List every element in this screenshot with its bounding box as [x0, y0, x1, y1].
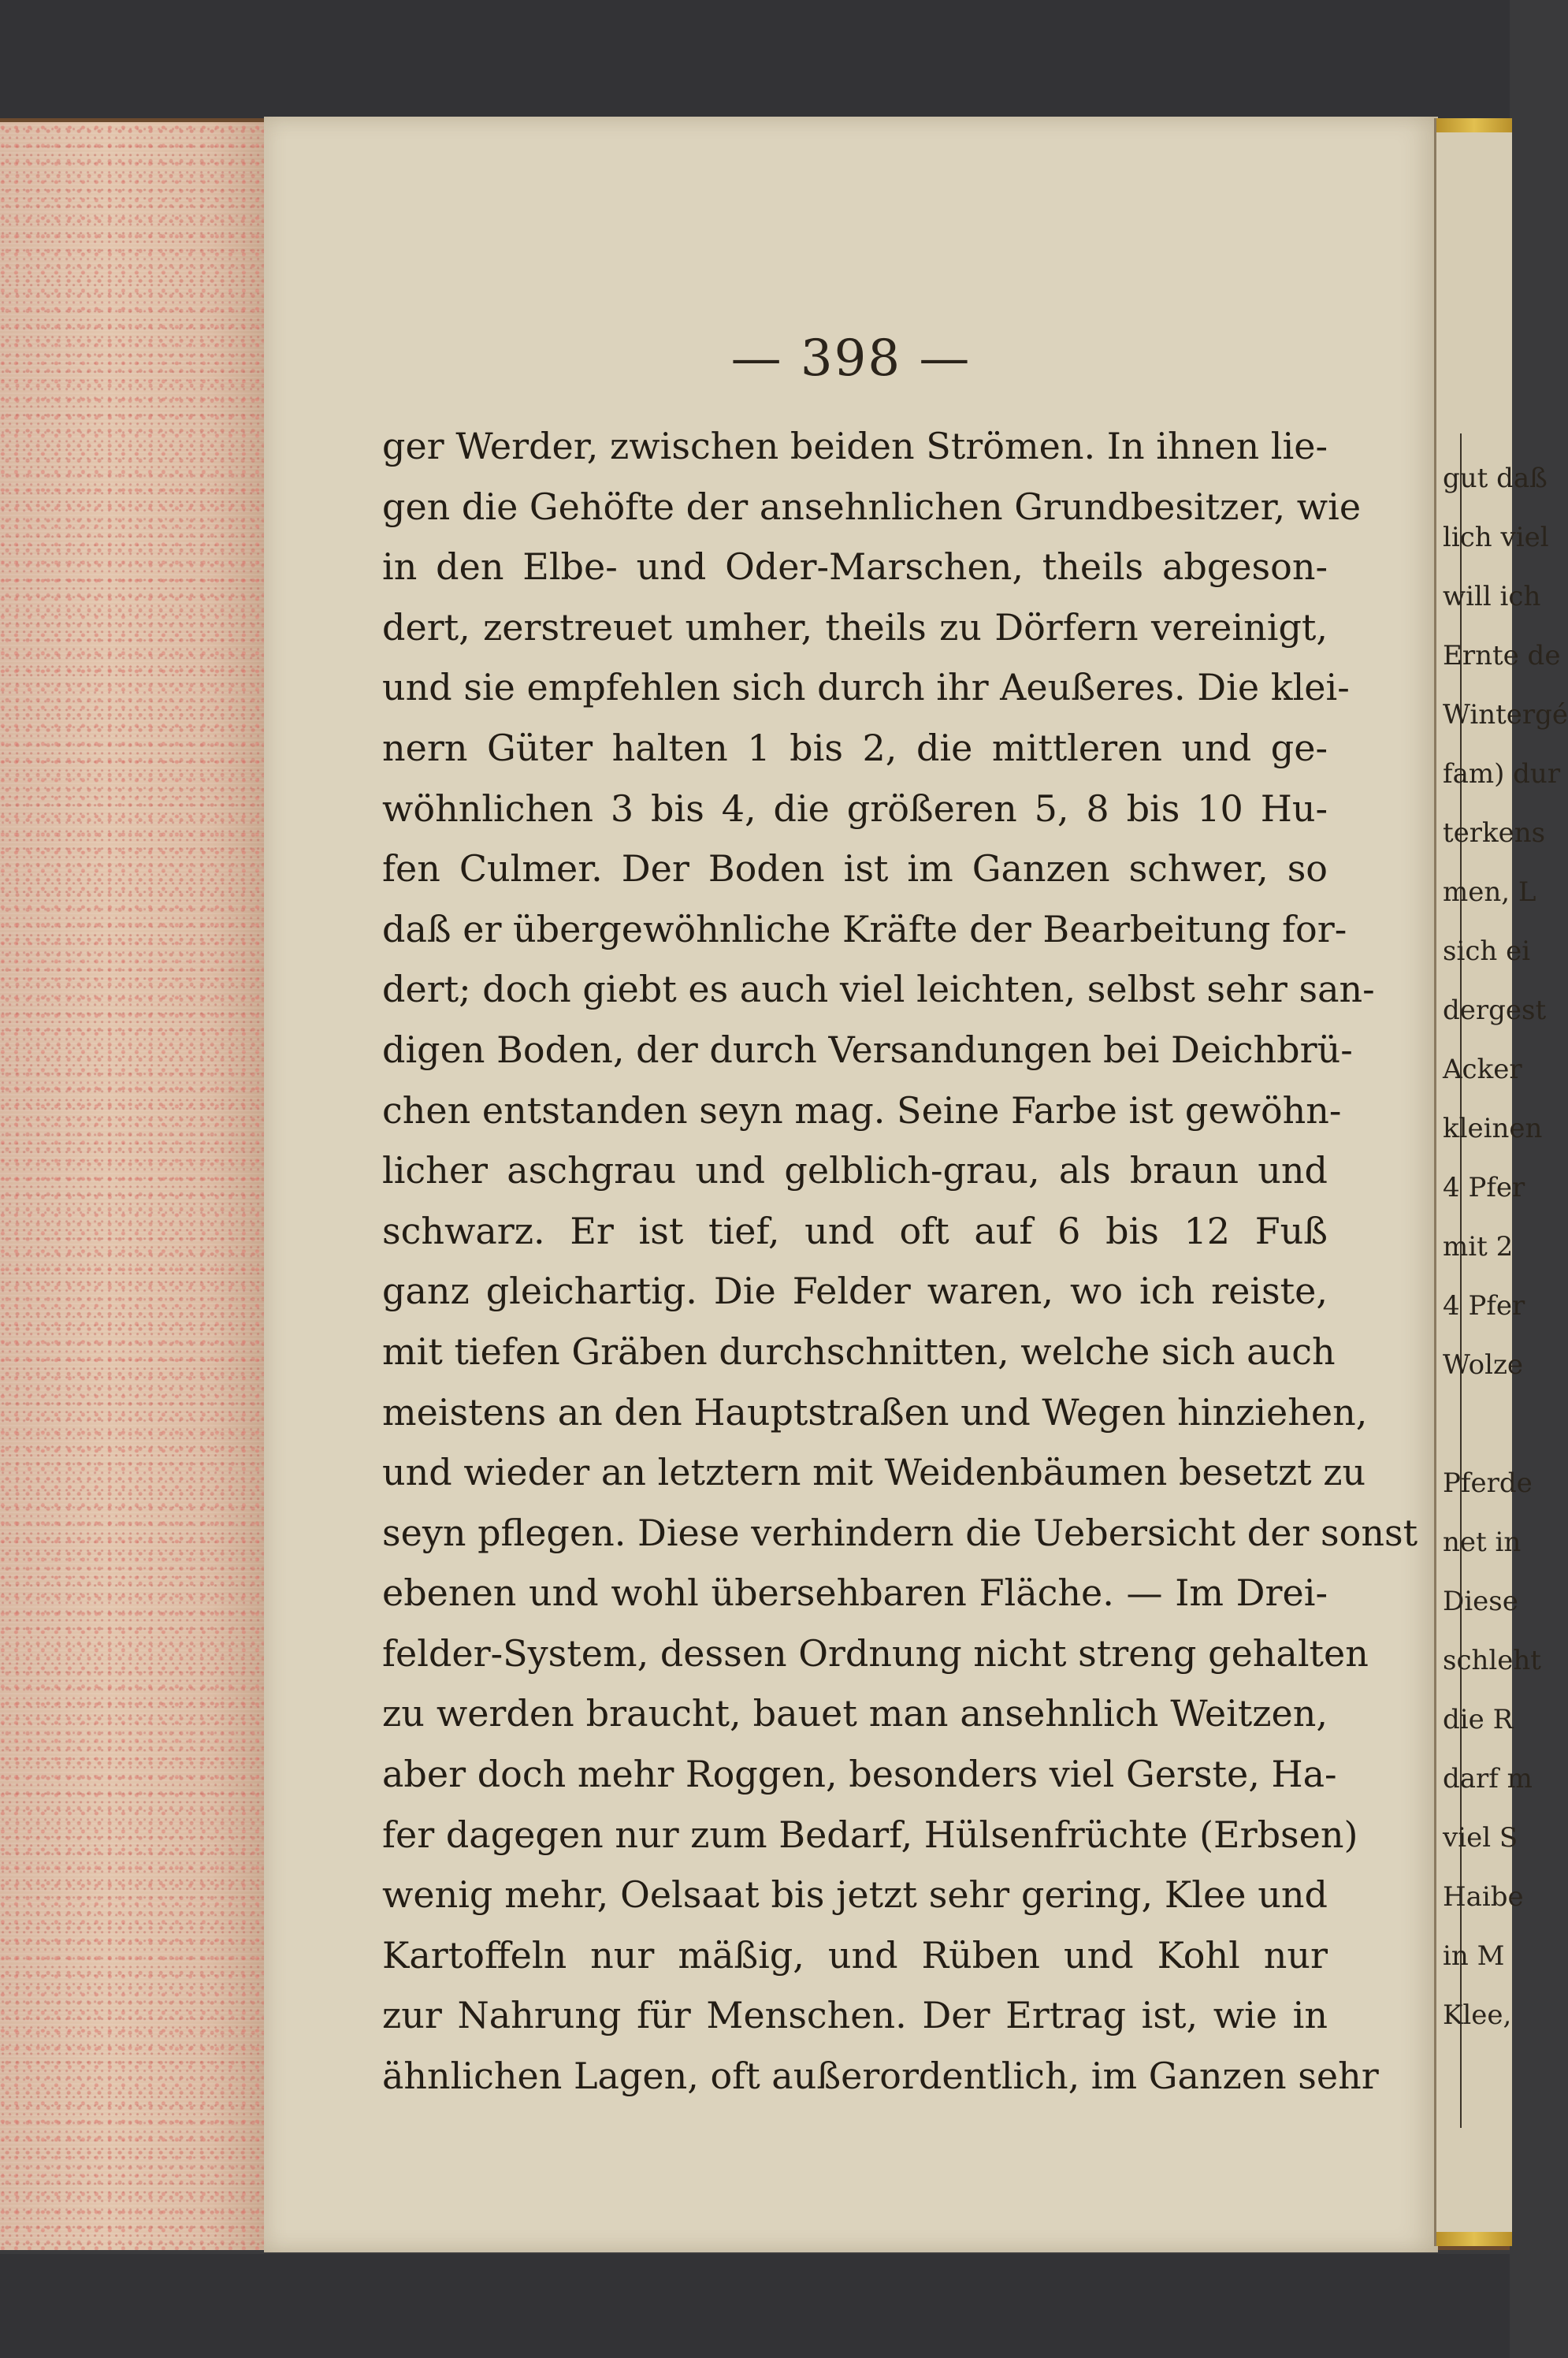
adjacent-page-fragment: die R — [1443, 1704, 1514, 1735]
text-line: fen Culmer. Der Boden ist im Ganzen schwer, so — [382, 847, 1328, 891]
adjacent-page-fragment: lich viel — [1443, 522, 1549, 553]
text-line: wöhnlichen 3 bis 4, die größeren 5, 8 bis 10 Hu- — [382, 787, 1328, 830]
backdrop-bottom — [0, 2254, 1510, 2358]
text-line: zu werden braucht, bauet man ansehnlich Weitzen, — [382, 1692, 1328, 1735]
page-text-block — [382, 416, 1418, 2107]
text-line: seyn pflegen. Diese verhindern die Uebersicht der sonst — [382, 1511, 1418, 1554]
adjacent-page-fragment: darf m — [1443, 1763, 1533, 1795]
text-line: nern Güter halten 1 bis 2, die mittleren und ge- — [382, 726, 1328, 769]
backdrop-top — [0, 0, 1510, 118]
adjacent-page-fragment: fam) dur — [1443, 758, 1561, 790]
text-line: zur Nahrung für Menschen. Der Ertrag ist, wie in — [382, 1994, 1328, 2037]
text-line: ähnlichen Lagen, oft außerordentlich, im Ganzen sehr — [382, 2055, 1379, 2098]
adjacent-page-fragment: gut daß — [1443, 463, 1548, 494]
adjacent-page-fragment: terkens — [1443, 817, 1546, 849]
adjacent-page-fragment — [1443, 1395, 1514, 1454]
adjacent-page-fragment: schleht — [1443, 1645, 1541, 1676]
adjacent-page-fragment: Klee, — [1443, 1999, 1512, 2031]
book-page — [264, 117, 1438, 2252]
text-line: mit tiefen Gräben durchschnitten, welche sich auch — [382, 1330, 1336, 1373]
adjacent-page-fragment: viel S — [1443, 1822, 1518, 1854]
adjacent-page-fragment: will ich — [1443, 581, 1541, 612]
text-line: felder-System, dessen Ordnung nicht streng gehalten — [382, 1631, 1369, 1675]
adjacent-page-fragment: sich ei — [1443, 935, 1531, 967]
text-line: dert, zerstreuet umher, theils zu Dörfern vereinigt, — [382, 605, 1328, 649]
adjacent-page-sliver — [1434, 118, 1568, 2246]
adjacent-page-fragment: Pferde — [1443, 1467, 1533, 1499]
text-line: und wieder an letztern mit Weidenbäumen besetzt zu — [382, 1451, 1366, 1494]
text-line: gen die Gehöfte der ansehnlichen Grundbesitzer, wie — [382, 485, 1362, 528]
text-line: in den Elbe- und Oder-Marschen, theils abgeson- — [382, 545, 1328, 589]
adjacent-page-fragment: net in — [1443, 1527, 1522, 1558]
adjacent-page-fragment: Acker — [1443, 1054, 1522, 1085]
text-line: dert; doch giebt es auch viel leichten, selbst sehr san- — [382, 968, 1375, 1011]
adjacent-page-fragment: dergest — [1443, 995, 1547, 1026]
text-line: Kartoffeln nur mäßig, und Rüben und Kohl nur — [382, 1933, 1328, 1977]
gilt-edge-top — [1436, 118, 1512, 132]
text-line: chen entstanden seyn mag. Seine Farbe ist gewöhn- — [382, 1088, 1342, 1132]
text-line: fer dagegen nur zum Bedarf, Hülsenfrüchte (Erbsen) — [382, 1813, 1358, 1856]
adjacent-page-fragment: Wintergé — [1443, 699, 1568, 731]
text-line: schwarz. Er ist tief, und oft auf 6 bis 12 Fuß — [382, 1209, 1328, 1252]
adjacent-page-fragment: 4 Pfer — [1443, 1172, 1525, 1203]
text-line: wenig mehr, Oelsaat bis jetzt sehr gering, Klee und — [382, 1873, 1328, 1917]
text-line: digen Boden, der durch Versandungen bei Deichbrü- — [382, 1028, 1353, 1071]
adjacent-page-text — [1443, 449, 1568, 2045]
text-line: ebenen und wohl übersehbaren Fläche. — Im Drei- — [382, 1571, 1328, 1615]
speckled-page-edge — [0, 122, 264, 2250]
adjacent-page-fragment: mit 2 — [1443, 1231, 1514, 1263]
adjacent-page-fragment: Ernte de — [1443, 640, 1561, 671]
adjacent-page-fragment: Haibe — [1443, 1881, 1524, 1913]
adjacent-page-fragment: men, L — [1443, 876, 1536, 908]
gilt-edge-bottom — [1436, 2232, 1512, 2246]
text-line: daß er übergewöhnliche Kräfte der Bearbeitung for- — [382, 907, 1347, 950]
text-line: ganz gleichartig. Die Felder waren, wo ich reiste, — [382, 1270, 1328, 1313]
text-line: ger Werder, zwischen beiden Strömen. In ihnen lie- — [382, 425, 1328, 467]
adjacent-page-fragment: Wolze — [1443, 1349, 1524, 1381]
adjacent-page-fragment: in M — [1443, 1940, 1505, 1972]
text-line: meistens an den Hauptstraßen und Wegen hinziehen, — [382, 1390, 1368, 1434]
adjacent-page-fragment: kleinen — [1443, 1113, 1543, 1144]
adjacent-page-fragment: 4 Pfer — [1443, 1290, 1525, 1322]
text-line: licher aschgrau und gelblich-grau, als braun und — [382, 1149, 1328, 1192]
text-line: aber doch mehr Roggen, besonders viel Gerste, Ha- — [382, 1753, 1337, 1796]
adjacent-page-fragment: Diese — [1443, 1586, 1518, 1617]
page-number: — 398 — — [730, 329, 972, 388]
text-line: und sie empfehlen sich durch ihr Aeußeres. Die klei- — [382, 666, 1350, 709]
